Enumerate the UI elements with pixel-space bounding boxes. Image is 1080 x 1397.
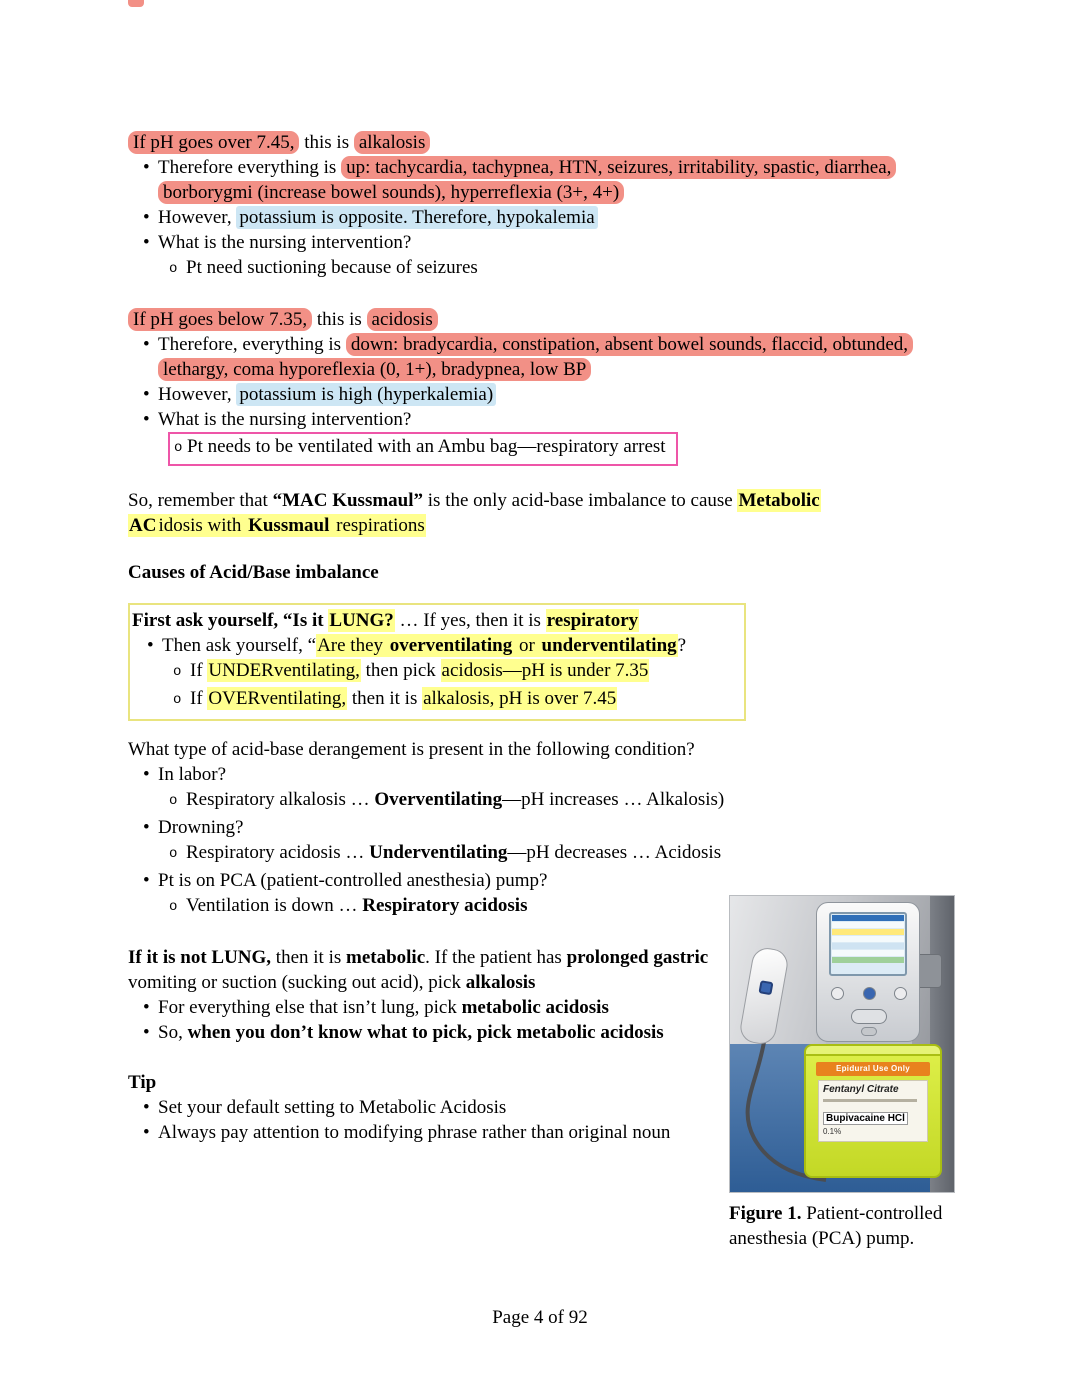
fine-print [823, 1099, 917, 1102]
sub-bullet-item [128, 787, 950, 815]
text-run: acidosis [367, 308, 438, 331]
page-edge-highlight-mark [128, 0, 144, 7]
bullet-text [190, 686, 738, 711]
bullet-text [158, 205, 950, 230]
bullet-item [128, 382, 950, 407]
sub-bullet-item [128, 840, 950, 868]
bullet-marker [128, 205, 158, 230]
text-run: is the only acid-base imbalance to cause [423, 490, 738, 511]
section-tip [128, 1070, 714, 1145]
medication-cassette [804, 1044, 942, 1178]
bullet-marker [128, 893, 186, 921]
bullet-text [158, 382, 950, 407]
text-run: ? [677, 635, 687, 656]
bullet-marker [128, 155, 158, 180]
screen-row [832, 957, 904, 963]
bullet-item [128, 1095, 714, 1120]
text-run: when you don’t know what to pick, pick metabolic acidosis [187, 1022, 664, 1043]
bullet-marker [128, 1120, 158, 1145]
screen-row [832, 936, 904, 942]
screen-row [832, 929, 904, 935]
bullet-text [190, 658, 738, 683]
bullet-item [128, 205, 950, 230]
tip-heading: Tip [128, 1072, 157, 1093]
text-run: metabolic [346, 947, 426, 968]
text-run: Figure 1. [729, 1203, 802, 1224]
text-run: vomiting or suction (sucking out acid), pick [128, 972, 466, 993]
bullet-marker [128, 332, 158, 357]
bullet-text: Always pay attention to modifying phrase rather than original noun [158, 1122, 671, 1143]
bullet-item [128, 1020, 714, 1045]
bullet-marker [132, 658, 190, 686]
bullet-marker [128, 255, 186, 283]
callout-box-ambu [168, 432, 678, 466]
bullet-text: What is the nursing intervention? [158, 232, 412, 253]
figure-1 [729, 895, 955, 1251]
text-run: potassium is opposite. Therefore, hypokalemia [236, 206, 597, 229]
bullet-marker [128, 1095, 158, 1120]
bullet-marker [170, 434, 187, 462]
text-run: alkalosis [354, 131, 431, 154]
text-run: … If yes, then it is [394, 610, 546, 631]
bullet-item [128, 1120, 714, 1145]
lung-question-line [132, 608, 738, 633]
remote-button [758, 980, 773, 995]
bullet-marker [128, 995, 158, 1020]
text-run: Respiratory acidosis … [186, 842, 370, 863]
text-run: Patient-controlled anesthesia (PCA) pump. [729, 1203, 943, 1249]
text-run: this is [299, 132, 354, 153]
screen-row [832, 943, 904, 949]
section-acidosis [128, 307, 950, 466]
bullet-item [128, 995, 714, 1020]
paragraph [128, 488, 898, 538]
text-run: . If the patient has [425, 947, 567, 968]
bullet-item [128, 868, 950, 893]
text-run: However, [158, 384, 237, 405]
text-run: metabolic acidosis [461, 997, 609, 1018]
fentanyl-label: Fentanyl Citrate [823, 1084, 899, 1095]
text-run: Underventilating [369, 842, 508, 863]
figure-caption [729, 1201, 944, 1251]
paragraph [128, 945, 714, 995]
bullet-text: Pt need suctioning because of seizures [186, 257, 478, 278]
text-run: —pH decreases … Acidosis [507, 842, 722, 863]
text-run: Kussmaul [248, 515, 330, 536]
text-run: this is [312, 309, 367, 330]
bullet-text: Pt is on PCA (patient-controlled anesthesia) pump? [158, 870, 548, 891]
bullet-text [158, 155, 950, 205]
sub-bullet-item [128, 255, 950, 283]
bullet-marker [132, 686, 190, 714]
bullet-text: In labor? [158, 764, 227, 785]
bupivacaine-label: Bupivacaine HCl [823, 1112, 908, 1126]
bullet-text [186, 787, 950, 812]
bullet-marker [128, 815, 158, 840]
text-run: OVERventilating, [208, 688, 347, 709]
section-metabolic [128, 945, 714, 1045]
sub-bullet-item [132, 686, 738, 714]
page-number: Page 4 of 92 [492, 1307, 588, 1328]
bullet-item [128, 762, 950, 787]
bullet-item [128, 332, 950, 382]
text-run: respirations [331, 515, 425, 536]
text-run: up: tachycardia, tachypnea, HTN, seizures, irritability, spastic, diarrhea, borborygmi (increase bowel sounds), hyperreflexia (3+, 4+) [158, 156, 896, 204]
screen-row [832, 950, 904, 956]
bullet-text [158, 1020, 714, 1045]
bullet-marker [132, 633, 162, 658]
cassette-lid [806, 1046, 940, 1056]
bullet-marker [128, 840, 186, 868]
screen-row [832, 915, 904, 921]
text-run: If it is not LUNG, [128, 947, 272, 968]
text-run: Therefore, everything is [158, 334, 346, 355]
callout-box-lung [128, 603, 746, 721]
text-run: However, [158, 207, 237, 228]
text-run: UNDERventilating, [208, 660, 360, 681]
text-run: then it is [347, 688, 423, 709]
bullet-item [128, 155, 950, 205]
text-run: LUNG? [329, 610, 394, 631]
sub-bullet-item [132, 658, 738, 686]
text-run: Then ask yourself, “ [162, 635, 317, 656]
bullet-text [158, 332, 950, 382]
bullet-item [128, 230, 950, 255]
pump-button [831, 987, 844, 1000]
conditions-question: What type of acid-base derangement is present in the following condition? [128, 739, 695, 760]
text-run: Respiratory alkalosis … [186, 789, 375, 810]
medication-label [818, 1080, 928, 1142]
bullet-text: Set your default setting to Metabolic Acidosis [158, 1097, 507, 1118]
text-run: If pH goes below 7.35, [128, 308, 312, 331]
pump-button [863, 987, 876, 1000]
text-run: If pH goes over 7.45, [128, 131, 299, 154]
text-run: If [190, 660, 208, 681]
bullet-text [186, 840, 950, 865]
text-run: or [514, 635, 540, 656]
pump-buttons [831, 987, 907, 1000]
text-run: So, [158, 1022, 188, 1043]
bullet-item [128, 407, 950, 432]
screen-row [832, 922, 904, 928]
bullet-text: What is the nursing intervention? [158, 409, 412, 430]
text-run: prolonged gastric [566, 947, 709, 968]
text-run: acidosis—pH is under 7.35 [441, 660, 649, 681]
text-run: Ventilation is down … [186, 895, 363, 916]
bullet-marker [128, 382, 158, 407]
text-run: potassium is high (hyperkalemia) [236, 383, 496, 406]
text-run: So, remember that [128, 490, 273, 511]
text-run: underventilating [541, 635, 677, 656]
text-run: Are they [317, 635, 388, 656]
bullet-item [128, 815, 950, 840]
section-conditions [128, 737, 950, 921]
section-alkalosis [128, 130, 950, 283]
epidural-label: Epidural Use Only [816, 1062, 930, 1076]
text-run: —pH increases … Alkalosis) [502, 789, 725, 810]
text-run: Overventilating [374, 789, 503, 810]
bullet-text: Drowning? [158, 817, 244, 838]
text-run: AC [129, 515, 157, 536]
bullet-marker [128, 407, 158, 432]
causes-heading: Causes of Acid/Base imbalance [128, 562, 379, 583]
acidosis-heading-line [128, 307, 950, 332]
bullet-text [158, 995, 714, 1020]
text-run: For everything else that isn’t lung, pick [158, 997, 462, 1018]
text-run: overventilating [389, 635, 513, 656]
bullet-text: Pt needs to be ventilated with an Ambu bag—respiratory arrest [187, 436, 666, 457]
strength-label: 0.1% [823, 1127, 842, 1137]
pca-pump-photo [729, 895, 955, 1193]
section-mac-kussmaul [128, 488, 898, 538]
text-run: idosis with [158, 515, 247, 536]
bullet-marker [128, 230, 158, 255]
pump-scroll-button [851, 1009, 887, 1024]
infusion-pump [816, 902, 920, 1042]
bullet-marker [128, 762, 158, 787]
text-run: If [190, 688, 208, 709]
bullet-item [132, 633, 738, 658]
text-run: down: bradycardia, constipation, absent bowel sounds, flaccid, obtunded, lethargy, coma hyporeflexia (0, 1+), bradypnea, low BP [158, 333, 913, 381]
text-run: “MAC Kussmaul” [272, 490, 424, 511]
bullet-marker [128, 868, 158, 893]
pump-small-button [861, 1027, 877, 1036]
text-run: Respiratory acidosis [362, 895, 528, 916]
text-run: respiratory [546, 610, 639, 631]
pump-screen [829, 912, 907, 976]
alkalosis-heading-line [128, 130, 950, 155]
pump-button [894, 987, 907, 1000]
bullet-text [162, 633, 738, 658]
text-run: then it is [271, 947, 346, 968]
text-run: alkalosis, pH is over 7.45 [423, 688, 617, 709]
text-run: alkalosis [465, 972, 536, 993]
text-run: Metabolic [738, 490, 820, 511]
text-run: then pick [360, 660, 441, 681]
text-run: First ask yourself, “Is it [132, 610, 329, 631]
bullet-marker [128, 1020, 158, 1045]
text-run: Therefore everything is [158, 157, 342, 178]
bullet-marker [128, 787, 186, 815]
